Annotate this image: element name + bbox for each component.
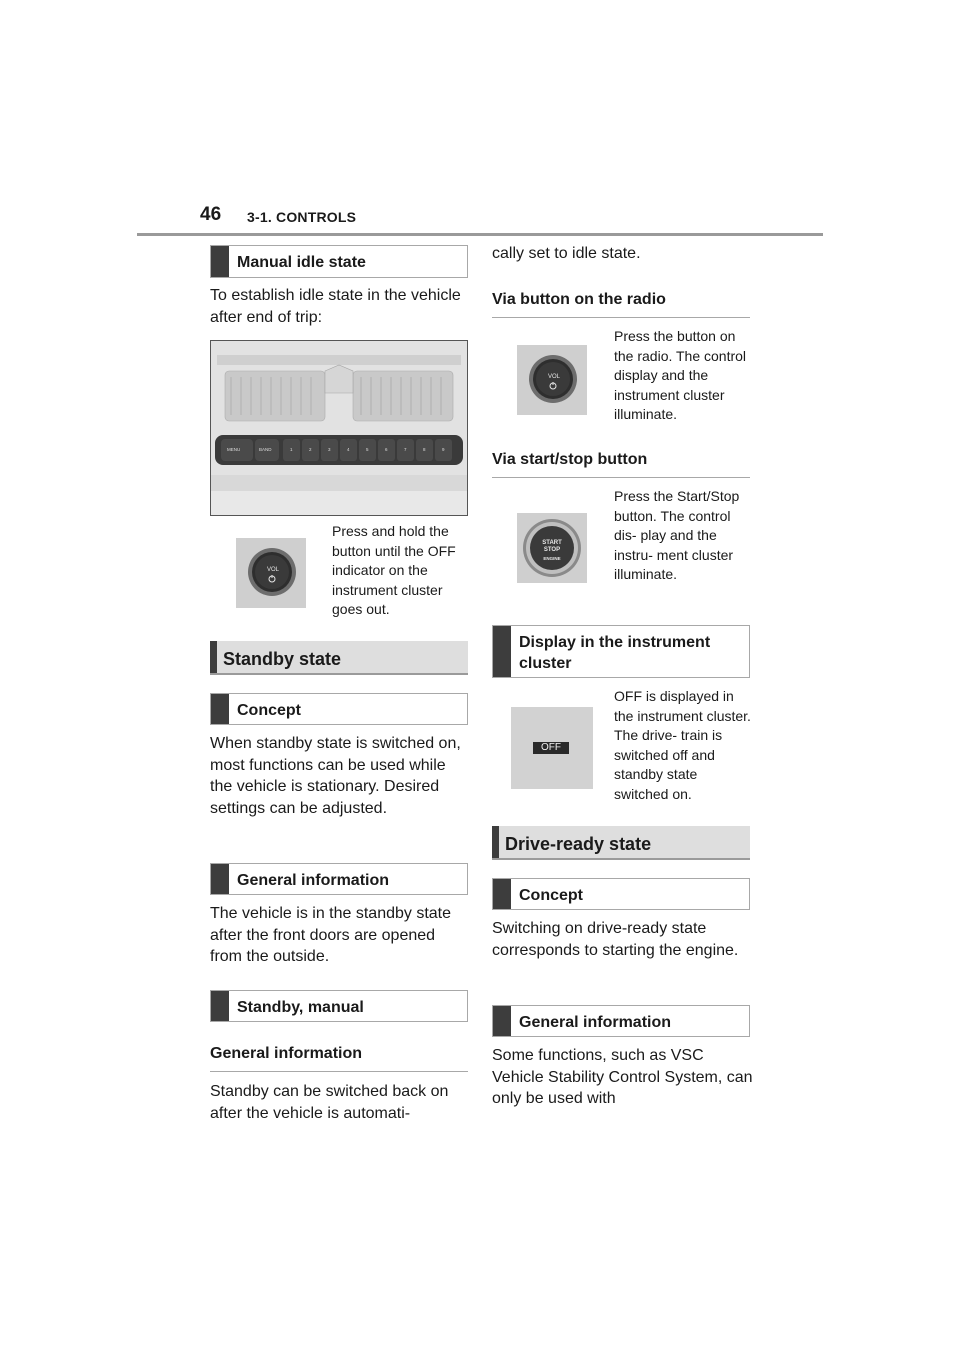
press-hold-text: Press and hold the button until the OFF indicator on the instrument cluster goes out.: [332, 523, 456, 617]
heading-manual-idle: Manual idle state: [210, 245, 468, 278]
concept-text-right: Switching on drive-ready state corresponds to starting the engine.: [492, 920, 739, 959]
vol-knob-label: VOL: [267, 567, 280, 573]
svg-text:5: 5: [366, 447, 369, 452]
heading-standby-state: Standby state: [210, 641, 468, 675]
off-indicator-box: [533, 742, 569, 754]
display-text: OFF is displayed in the instrument cluster. The drive- train is switched off and standby state switched on.: [614, 688, 751, 802]
heading-general-info-plain: General information: [210, 1039, 468, 1072]
heading-display-instrument-cluster: Display in the instrument cluster: [492, 625, 750, 678]
heading-via-start-stop: Via start/stop button: [492, 445, 750, 478]
radio-panel-illustration: [211, 341, 467, 515]
svg-text:4: 4: [347, 447, 350, 452]
svg-text:3: 3: [328, 447, 331, 452]
engine-label: ENGINE: [543, 556, 561, 561]
svg-text:8: 8: [423, 447, 426, 452]
start-label: START: [542, 540, 562, 546]
radio-knob-illustration: [517, 345, 587, 415]
svg-text:6: 6: [385, 447, 388, 452]
svg-text:2: 2: [309, 447, 312, 452]
radio-panel-image: [210, 340, 468, 516]
section-title: 3-1. CONTROLS: [247, 209, 357, 225]
heading-drive-ready-state: Drive-ready state: [492, 826, 750, 860]
manual-idle-text: To establish idle state in the vehicle after end of trip:: [210, 287, 461, 326]
via-radio-text: Press the button on the radio. The control display and the instrument cluster illuminate.: [614, 328, 747, 422]
header-divider: [137, 233, 823, 236]
heading-via-radio: Via button on the radio: [492, 285, 750, 318]
vol-knob-image: [236, 538, 306, 608]
general-info-text-right: Some functions, such as VSC Vehicle Stability Control System, can only be used with: [492, 1047, 753, 1107]
off-indicator-label: OFF: [541, 742, 561, 753]
standby-manual-text: Standby can be switched back on after the vehicle is automati-: [210, 1083, 449, 1122]
start-stop-image: [517, 513, 587, 583]
continuation-text: cally set to idle state.: [492, 245, 641, 262]
heading-general-info-right: General information: [492, 1005, 750, 1037]
heading-standby-manual: Standby, manual: [210, 990, 468, 1022]
concept-text-left: When standby state is switched on, most functions can be used while the vehicle is stationary. Desired settings can be adjusted.: [210, 735, 461, 817]
page-number: 46: [200, 204, 222, 225]
radio-label-band: BAND: [259, 447, 272, 452]
radio-knob-label: VOL: [548, 374, 561, 380]
stop-label: STOP: [543, 547, 561, 553]
via-start-stop-text: Press the Start/Stop button. The control dis- play and the instru- ment cluster illuminate.: [614, 488, 740, 582]
radio-label-menu: MENU: [227, 447, 241, 452]
radio-button-image: [517, 345, 587, 415]
heading-concept-left: Concept: [210, 693, 468, 725]
start-stop-illustration: [517, 513, 587, 583]
general-info-text-left: The vehicle is in the standby state after the front doors are opened from the outside.: [210, 905, 452, 965]
svg-text:9: 9: [442, 447, 445, 452]
svg-text:7: 7: [404, 447, 407, 452]
heading-concept-right: Concept: [492, 878, 750, 910]
heading-general-info-left: General information: [210, 863, 468, 895]
off-indicator-image: [511, 707, 593, 789]
svg-text:1: 1: [290, 447, 293, 452]
vol-knob-illustration: [236, 538, 306, 608]
